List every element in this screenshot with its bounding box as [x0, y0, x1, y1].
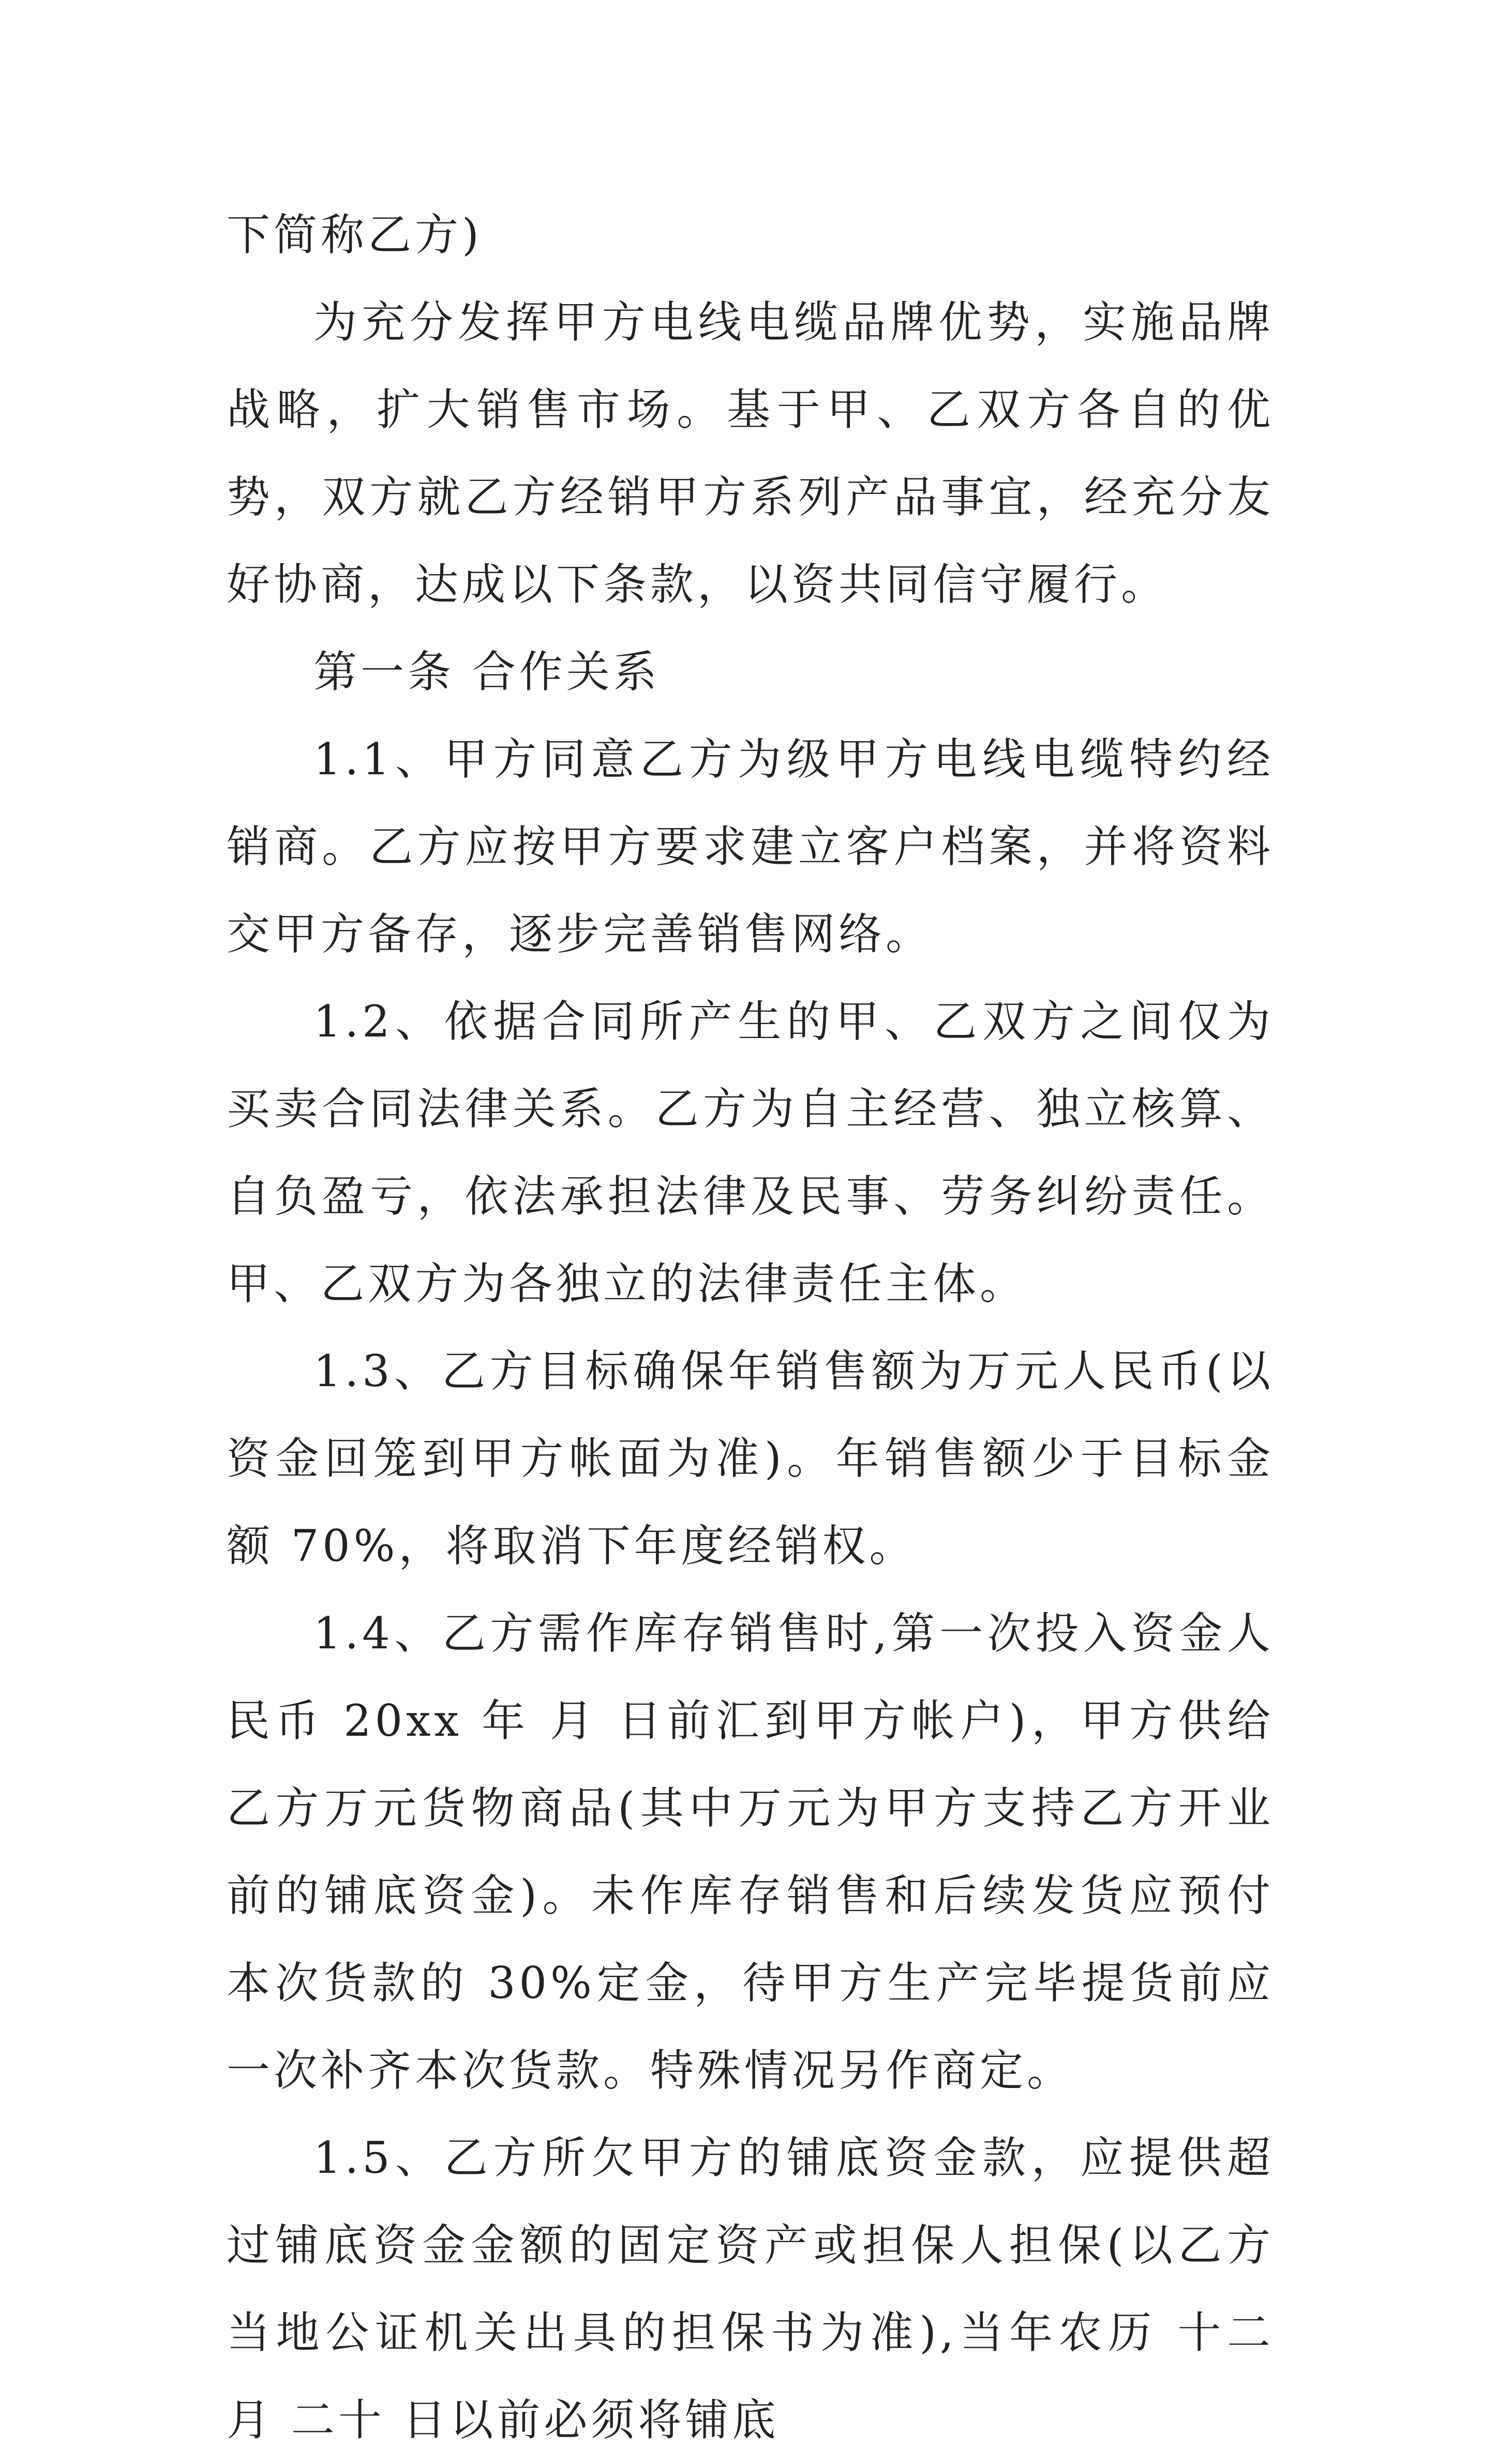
clause-1-4: 1.4、乙方需作库存销售时,第一次投入资金人民币 20xx 年 月 日前汇到甲方帐户)，甲方供给乙方万元货物商品(其中万元为甲方支持乙方开业前的铺底资金)。未作库存销售和后续发货应预付本次货款的 30%定金，待甲方生产完毕提货前应一次补齐本次货款。特殊情况另作商定。: [227, 1608, 1274, 2096]
paragraph-continuation: 下简称乙方): [227, 209, 483, 260]
clause-1-2: 1.2、依据合同所产生的甲、乙双方之间仅为买卖合同法律关系。乙方为自主经营、独立核算、自负盈亏，依法承担法律及民事、劳务纠纷责任。甲、乙双方为各独立的法律责任主体。: [227, 996, 1274, 1309]
clause-1-1: 1.1、甲方同意乙方为级甲方电线电缆特约经销商。乙方应按甲方要求建立客户档案，并将资料交甲方备存，逐步完善销售网络。: [227, 734, 1274, 959]
section-heading: 第一条 合作关系: [313, 647, 661, 697]
clause-1-5: 1.5、乙方所欠甲方的铺底资金款，应提供超过铺底资金金额的固定资产或担保人担保(以乙方当地公证机关出具的担保书为准),当年农历 十二 月 二十 日以前必须将铺底: [227, 2132, 1274, 2445]
clause-1-3: 1.3、乙方目标确保年销售额为万元人民币(以资金回笼到甲方帐面为准)。年销售额少于目标金额 70%，将取消下年度经销权。: [227, 1346, 1274, 1571]
document-body: [227, 191, 1274, 2464]
paragraph-preamble: 为充分发挥甲方电线电缆品牌优势，实施品牌战略，扩大销售市场。基于甲、乙双方各自的优势，双方就乙方经销甲方系列产品事宜，经充分友好协商，达成以下条款，以资共同信守履行。: [227, 297, 1274, 610]
